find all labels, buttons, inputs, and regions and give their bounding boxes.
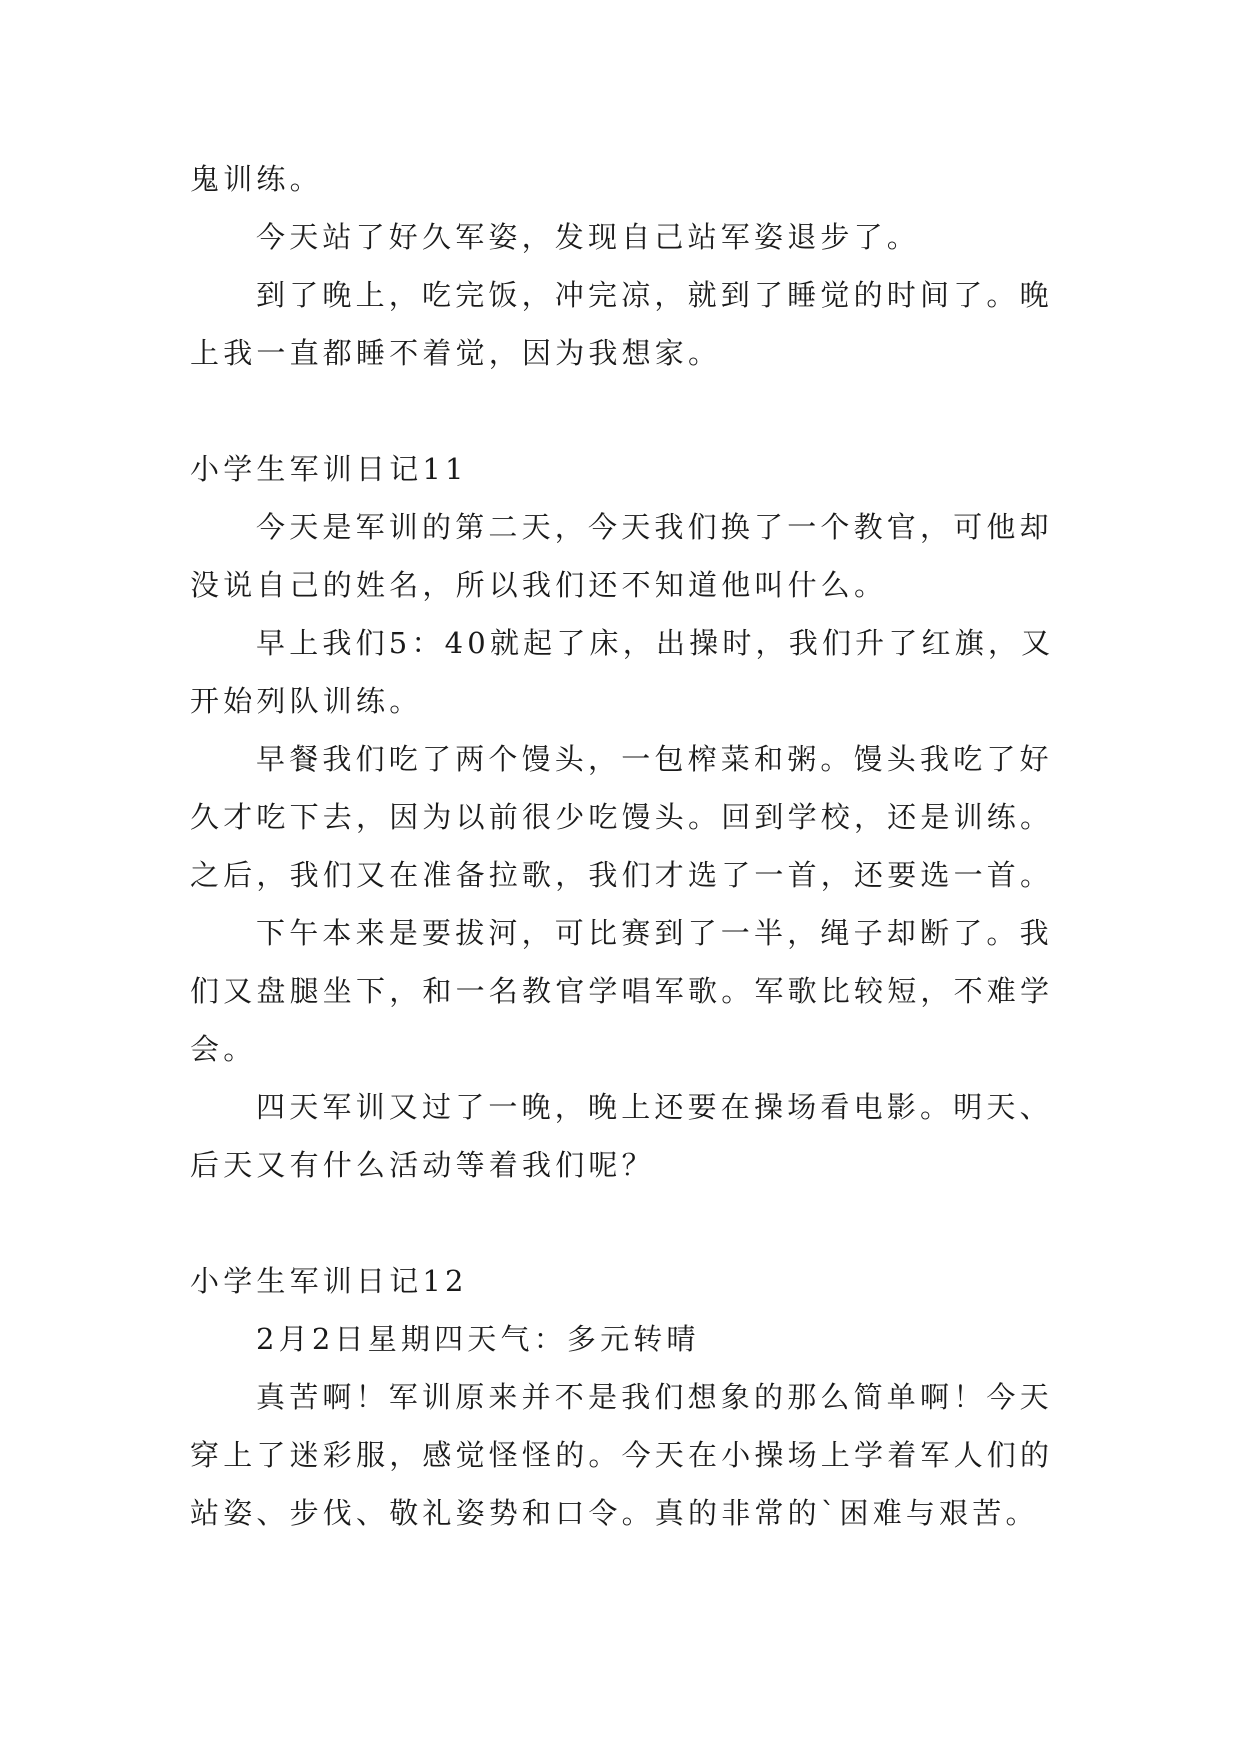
section-gap — [190, 1194, 1060, 1252]
document-body — [190, 150, 1060, 1542]
entry-12-date-line: 2月2日星期四天气：多元转晴 — [256, 1322, 700, 1356]
entry-12-paragraph: 真苦啊！军训原来并不是我们想象的那么简单啊！今天穿上了迷彩服，感觉怪怪的。今天在小操场上学着军人们的站姿、步伐、敬礼姿势和口令。真的非常的`困难与艰苦。 — [190, 1380, 1054, 1530]
entry-11-paragraph: 早餐我们吃了两个馒头，一包榨菜和粥。馒头我吃了好久才吃下去，因为以前很少吃馒头。回到学校，还是训练。之后，我们又在准备拉歌，我们才选了一首，还要选一首。 — [190, 742, 1054, 892]
paragraph-night: 到了晚上，吃完饭，冲完凉，就到了睡觉的时间了。晚上我一直都睡不着觉，因为我想家。 — [190, 278, 1053, 370]
entry-11-paragraph: 四天军训又过了一晚，晚上还要在操场看电影。明天、后天又有什么活动等着我们呢？ — [190, 1090, 1053, 1182]
entry-11-paragraph: 下午本来是要拔河，可比赛到了一半，绳子却断了。我们又盘腿坐下，和一名教官学唱军歌。军歌比较短，不难学会。 — [190, 916, 1054, 1066]
entry-12-title: 小学生军训日记12 — [190, 1264, 468, 1298]
paragraph-standing: 今天站了好久军姿，发现自己站军姿退步了。 — [256, 220, 921, 254]
entry-11-paragraph: 早上我们5：40就起了床，出操时，我们升了红旗，又开始列队训练。 — [190, 626, 1055, 718]
paragraph-continued: 鬼训练。 — [190, 162, 323, 196]
entry-11-title: 小学生军训日记11 — [190, 452, 468, 486]
entry-11-paragraph: 今天是军训的第二天，今天我们换了一个教官，可他却没说自己的姓名，所以我们还不知道他叫什么。 — [190, 510, 1053, 602]
section-gap — [190, 382, 1060, 440]
